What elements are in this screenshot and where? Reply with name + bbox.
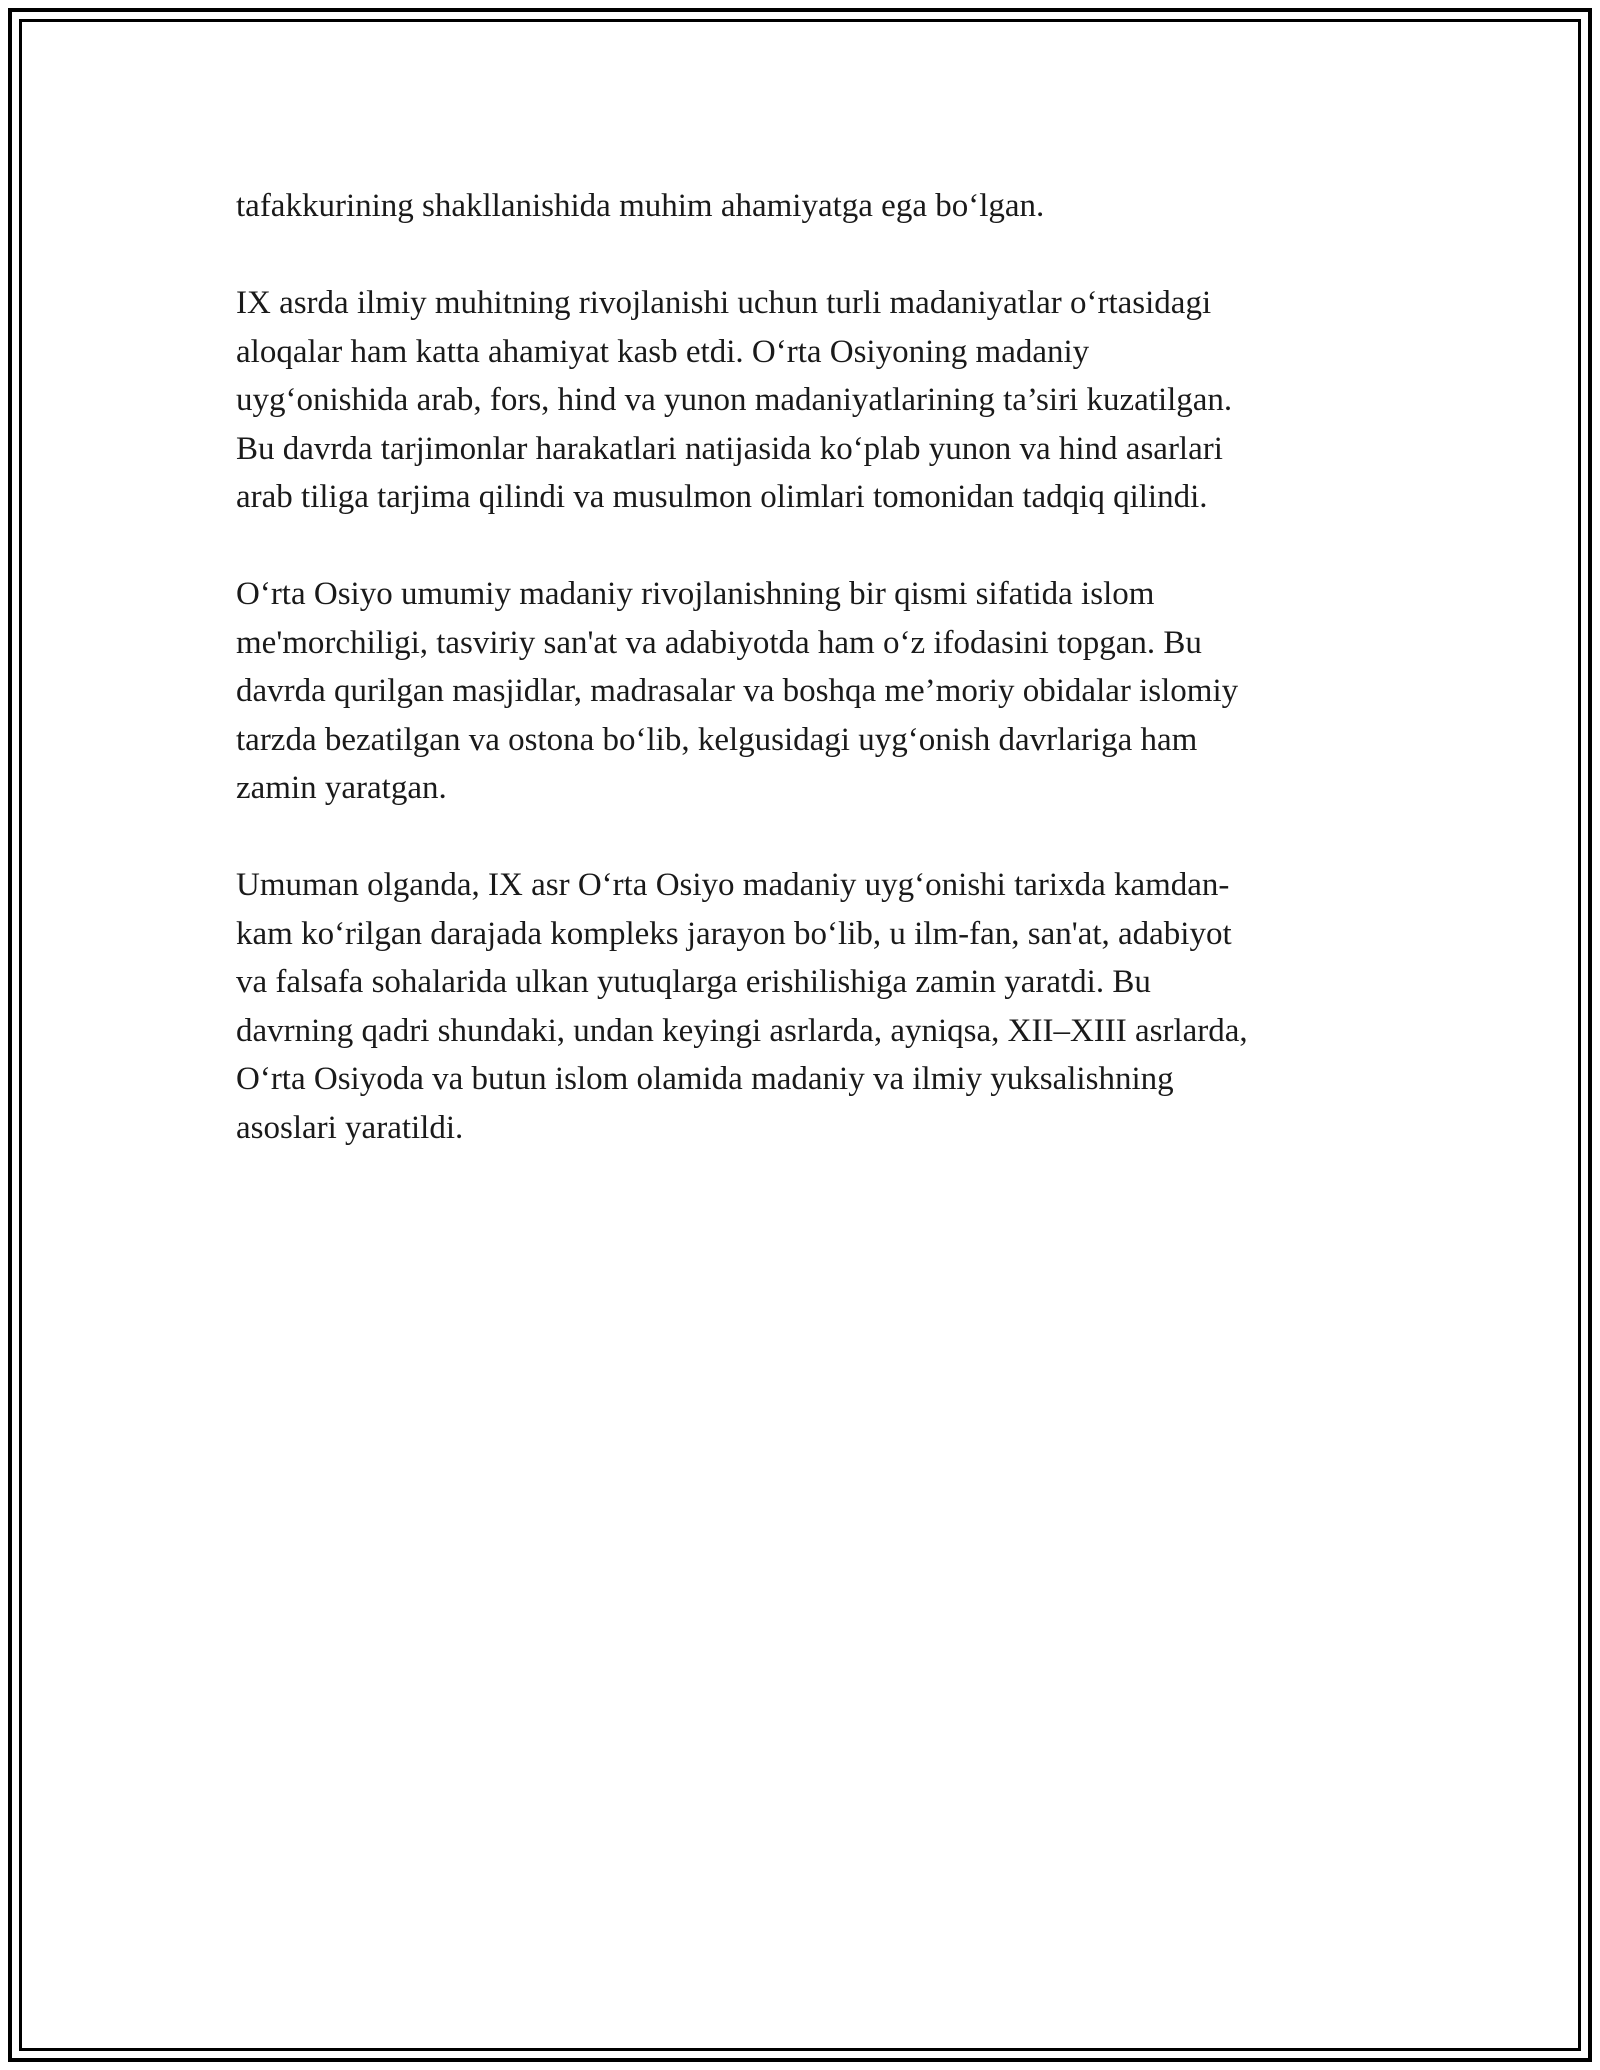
text-line: tafakkurining shakllanishida muhim ahamiyatga ega bo‘lgan. <box>236 188 1045 224</box>
text-line: O‘rta Osiyoda va butun islom olamida madaniy va ilmiy yuksalishning <box>236 1061 1174 1097</box>
text-line: kam ko‘rilgan darajada kompleks jarayon bo‘lib, u ilm-fan, san'at, adabiyot <box>236 915 1232 952</box>
text-line: davrning qadri shundaki, undan keyingi asrlarda, ayniqsa, XII–XIII asrlarda, <box>236 1012 1248 1049</box>
paragraph-3 <box>236 570 1386 813</box>
paragraph-2 <box>236 279 1386 522</box>
text-line: arab tiliga tarjima qilindi va musulmon olimlari tomonidan tadqiq qilindi. <box>236 479 1208 515</box>
text-line: uyg‘onishida arab, fors, hind va yunon madaniyatlarining ta’siri kuzatilgan. <box>236 382 1233 418</box>
text-line: tarzda bezatilgan va ostona bo‘lib, kelgusidagi uyg‘onish davrlariga ham <box>236 721 1198 758</box>
text-line: Umuman olganda, IX asr O‘rta Osiyo madaniy uyg‘onishi tarixda kamdan- <box>236 867 1230 903</box>
text-line: va falsafa sohalarida ulkan yutuqlarga erishilishiga zamin yaratdi. Bu <box>236 964 1151 1000</box>
text-line: me'morchiligi, tasviriy san'at va adabiyotda ham o‘z ifodasini topgan. Bu <box>236 624 1202 661</box>
text-line: IX asrda ilmiy muhitning rivojlanishi uchun turli madaniyatlar o‘rtasidagi <box>236 285 1212 321</box>
text-line: asoslari yaratildi. <box>236 1109 464 1146</box>
text-line: davrda qurilgan masjidlar, madrasalar va boshqa me’moriy obidalar islomiy <box>236 673 1239 709</box>
paragraph-4 <box>236 861 1386 1152</box>
text-line: Bu davrda tarjimonlar harakatlari natijasida ko‘plab yunon va hind asarlari <box>236 430 1223 467</box>
document-body <box>236 182 1386 1201</box>
text-line: zamin yaratgan. <box>236 770 447 806</box>
paragraph-1 <box>236 182 1386 231</box>
text-line: O‘rta Osiyo umumiy madaniy rivojlanishning bir qismi sifatida islom <box>236 576 1155 612</box>
text-line: aloqalar ham katta ahamiyat kasb etdi. O‘rta Osiyoning madaniy <box>236 333 1090 370</box>
